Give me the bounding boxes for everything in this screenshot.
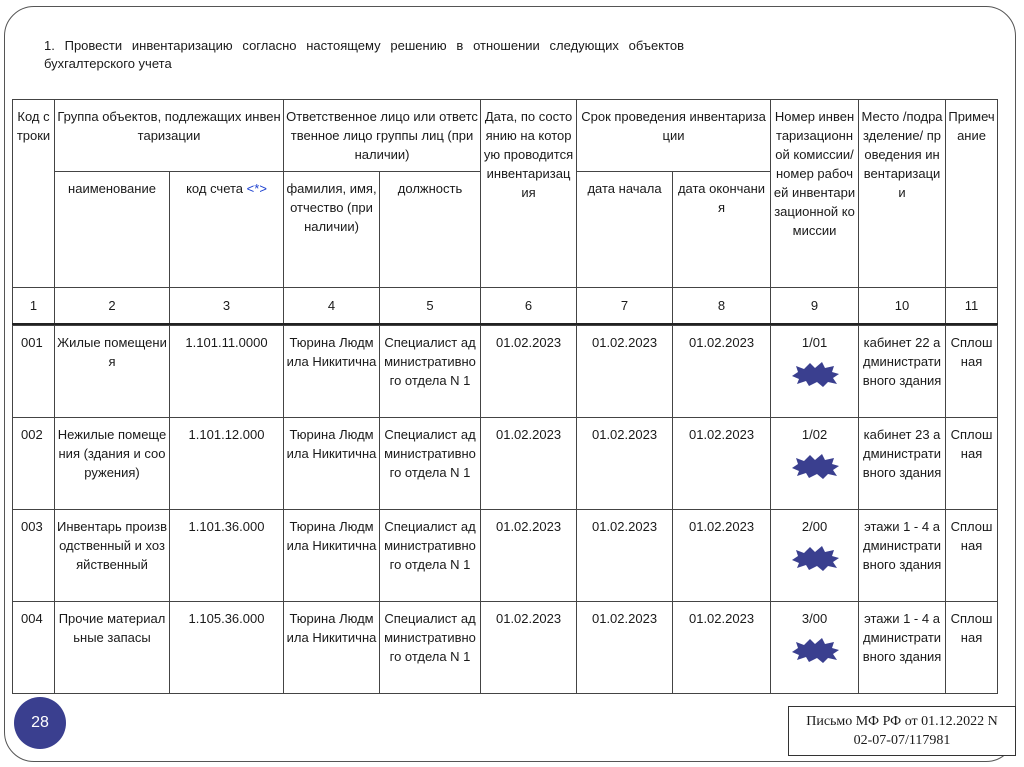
row-person: Тюрина Людмила Никитична: [284, 326, 380, 418]
row-commission-cell: [771, 326, 859, 418]
column-number: 4: [284, 288, 380, 325]
row-commission-cell: [771, 602, 859, 694]
column-number: 5: [380, 288, 481, 325]
row-commission-cell: [771, 510, 859, 602]
header-place: Место /подразделение/ проведения инвентаризации: [859, 100, 946, 288]
signature-stamp-icon: [790, 452, 840, 480]
row-name: Нежилые помещения (здания и сооружения): [55, 418, 170, 510]
row-date: 01.02.2023: [481, 326, 577, 418]
column-number-row: [13, 288, 998, 325]
row-commission: 3/00: [801, 611, 828, 626]
row-end: 01.02.2023: [673, 418, 771, 510]
table-row: [13, 418, 998, 510]
row-name: Прочие материальные запасы: [55, 602, 170, 694]
row-note: Сплошная: [946, 326, 998, 418]
page-number-badge: 28: [14, 697, 66, 749]
row-date: 01.02.2023: [481, 510, 577, 602]
row-account: 1.101.11.0000: [170, 326, 284, 418]
table-row: [13, 510, 998, 602]
row-commission: 1/02: [801, 427, 828, 442]
header-period: Срок проведения инвентаризации: [577, 100, 771, 172]
row-note: Сплошная: [946, 418, 998, 510]
column-number: 2: [55, 288, 170, 325]
header-row-code: Код строки: [13, 100, 55, 288]
row-account: 1.101.36.000: [170, 510, 284, 602]
column-number: 3: [170, 288, 284, 325]
table-row: [13, 602, 998, 694]
inventory-table: [12, 99, 998, 694]
row-place: кабинет 22 административного здания: [859, 326, 946, 418]
row-start: 01.02.2023: [577, 510, 673, 602]
column-number: 8: [673, 288, 771, 325]
row-end: 01.02.2023: [673, 510, 771, 602]
row-code: 004: [13, 602, 55, 694]
column-number: 10: [859, 288, 946, 325]
row-commission-cell: [771, 418, 859, 510]
column-number: 1: [13, 288, 55, 325]
row-code: 002: [13, 418, 55, 510]
intro-text: 1. Провести инвентаризацию согласно настоящему решению в отношении следующих объектов бухгалтерского учета: [44, 38, 684, 71]
header-commission: Номер инвентаризационной комиссии/номер рабочей инвентаризационной комиссии: [771, 100, 859, 288]
row-code: 003: [13, 510, 55, 602]
source-line-2: 02-07-07/117981: [853, 733, 951, 748]
row-place: этажи 1 - 4 административного здания: [859, 602, 946, 694]
row-account: 1.101.12.000: [170, 418, 284, 510]
row-person: Тюрина Людмила Никитична: [284, 510, 380, 602]
row-end: 01.02.2023: [673, 326, 771, 418]
row-position: Специалист административного отдела N 1: [380, 510, 481, 602]
row-person: Тюрина Людмила Никитична: [284, 418, 380, 510]
row-name: Жилые помещения: [55, 326, 170, 418]
column-number: 9: [771, 288, 859, 325]
signature-stamp-icon: [790, 360, 840, 388]
row-place: этажи 1 - 4 административного здания: [859, 510, 946, 602]
row-place: кабинет 23 административного здания: [859, 418, 946, 510]
row-position: Специалист административного отдела N 1: [380, 418, 481, 510]
header-name: наименование: [55, 172, 170, 288]
header-end-date: дата окончания: [673, 172, 771, 288]
header-date-state: Дата, по состоянию на которую проводится инвентаризация: [481, 100, 577, 288]
signature-stamp-icon: [790, 636, 840, 664]
header-position: должность: [380, 172, 481, 288]
header-start-date: дата начала: [577, 172, 673, 288]
column-number: 6: [481, 288, 577, 325]
signature-stamp-icon: [790, 544, 840, 572]
table-row: [13, 326, 998, 418]
source-reference: [788, 706, 1016, 756]
row-note: Сплошная: [946, 510, 998, 602]
column-number: 11: [946, 288, 998, 325]
row-start: 01.02.2023: [577, 326, 673, 418]
source-line-1: Письмо МФ РФ от 01.12.2022 N: [806, 714, 998, 729]
row-code: 001: [13, 326, 55, 418]
row-commission: 1/01: [801, 335, 828, 350]
row-date: 01.02.2023: [481, 602, 577, 694]
account-code-footnote-link[interactable]: <*>: [246, 181, 267, 196]
header-responsible: Ответственное лицо или ответственное лицо группы лиц (при наличии): [284, 100, 481, 172]
row-date: 01.02.2023: [481, 418, 577, 510]
row-end: 01.02.2023: [673, 602, 771, 694]
row-person: Тюрина Людмила Никитична: [284, 602, 380, 694]
header-note: Примечание: [946, 100, 998, 288]
header-row-1: [13, 100, 998, 172]
row-commission: 2/00: [801, 519, 828, 534]
header-group: Группа объектов, подлежащих инвентаризации: [55, 100, 284, 172]
account-code-label: код счета: [186, 181, 244, 196]
row-position: Специалист административного отдела N 1: [380, 326, 481, 418]
row-note: Сплошная: [946, 602, 998, 694]
column-number: 7: [577, 288, 673, 325]
header-account-code: [170, 172, 284, 288]
row-position: Специалист административного отдела N 1: [380, 602, 481, 694]
row-start: 01.02.2023: [577, 602, 673, 694]
row-account: 1.105.36.000: [170, 602, 284, 694]
row-start: 01.02.2023: [577, 418, 673, 510]
header-full-name: фамилия, имя, отчество (при наличии): [284, 172, 380, 288]
row-name: Инвентарь производственный и хозяйственный: [55, 510, 170, 602]
